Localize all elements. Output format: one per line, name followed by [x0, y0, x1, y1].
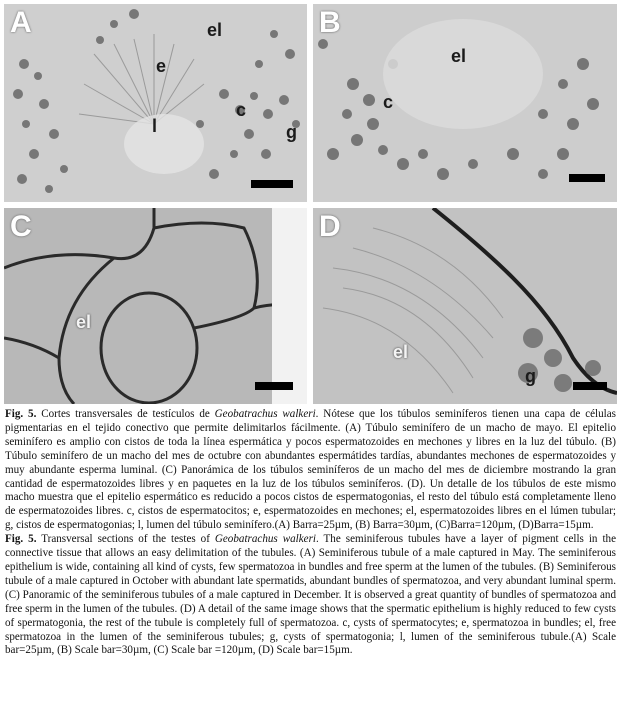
label-c: c [383, 92, 394, 112]
caption-text: Transversal sections of the testes of [36, 533, 215, 546]
scale-bar [251, 180, 293, 188]
panel-c [4, 208, 307, 404]
caption-text: . Nótese que los túbulos seminíferos tienen una capa de células pigmentarias en el tejido conectivo que permite delimitarlos fácilmente. (A) Túbulo seminífero de un macho de mayo. El epitelio seminífero es amplio con cistos de toda la línea espermática y pocos espermatozoides en mechones y libres en la luz del túbulo. (B) Túbulo seminífero de un macho del mes de octubre con abundantes espermátides tardías, abundantes mechones de espermatozoides y muy abundante esperma luminal. (C) Panorámica de los túbulos seminíferos de un macho del mes de diciembre mostrando la gran cantidad de espermatozoides libres y en paquetes en la luz de los túbulos seminíferos. (D). Un detalle de los túbulos de este mismo macho muestra que el epitelio espermático es reducido a pocos cistos de espermatogonias, el resto del túbulo está completamente lleno de espermatozoides libres. c, cistos de espermatocitos; e, espermatozoides en mechones; el, espermatozoides libres en el lúmen tubular; g, cistos de espermatogonias; l, lumen del túbulo seminífero.(A) Barra=25µm, (B) Barra=30µm, (C)Barra=120µm, (D)Barra=15µm. [5, 408, 616, 532]
caption-text: Cortes transversales de testículos de [36, 408, 215, 420]
label-l: l [152, 116, 158, 136]
panel-d-micrograph [313, 208, 617, 404]
label-e: e [156, 56, 167, 76]
label-el: el [207, 20, 223, 40]
species-name: Geobatrachus walkeri [214, 533, 316, 546]
panel-d [313, 208, 617, 404]
panel-b-micrograph [313, 4, 617, 202]
panel-b [313, 4, 617, 202]
panel-c-micrograph [4, 208, 307, 404]
scale-bar [255, 382, 293, 390]
caption-figure-number: Fig. 5. [5, 408, 37, 420]
scale-bar [573, 382, 607, 390]
panel-a-letter: A [10, 6, 32, 39]
caption-text: . The seminiferous tubules have a layer of pigment cells in the connective tissue that allows an easy delimitation of the tubules. (A) Seminiferous tubule of a male captured in May. The seminiferous epithelium is wide, containing all kind of cysts, few spermatozoa in bundles and free sperm at the lumen of the tubules. (B) Seminiferous tubule of a male captured in October with abundant late spermatids, abundant bundles of spermatozoa, and very abundant luminal sperm. (C) Panoramic of the seminiferous tubules of a male captured in December. It is observed a great quantity of bundles of spermatozoa and free sperm in the lumen of the tubules. (D) A detail of the same image shows that the spermatic epithelium is highly reduced to few cysts of spermatogonia, the rest of the tubule is completely full of spermatozoa. c, cysts of spermatocytes; e, spermatozoa in bundles; el, free spermatozoa in the lumen of the seminiferous tubules; g, cysts of spermatogonia; l, lumen of the seminiferous tubule.(A) Scale bar=25µm, (B) Scale bar=30µm, (C) Scale bar =120µm, (D) Scale bar=15µm. [5, 533, 616, 657]
species-name: Geobatrachus walkeri [214, 408, 316, 420]
panel-a-micrograph [4, 4, 307, 202]
label-g: g [286, 122, 297, 142]
panel-d-letter: D [319, 210, 341, 243]
figure-caption [5, 408, 616, 658]
label-g: g [525, 366, 536, 386]
label-el: el [451, 46, 467, 66]
label-el: el [76, 312, 92, 332]
caption-spanish [5, 408, 616, 533]
micrograph-figure [4, 4, 617, 404]
panel-c-letter: C [10, 210, 32, 243]
caption-english [5, 533, 616, 658]
label-el: el [393, 342, 409, 362]
panel-b-letter: B [319, 6, 341, 39]
label-c: c [236, 100, 247, 120]
caption-figure-number: Fig. 5. [5, 533, 37, 546]
scale-bar [569, 174, 605, 182]
panel-a [4, 4, 307, 202]
